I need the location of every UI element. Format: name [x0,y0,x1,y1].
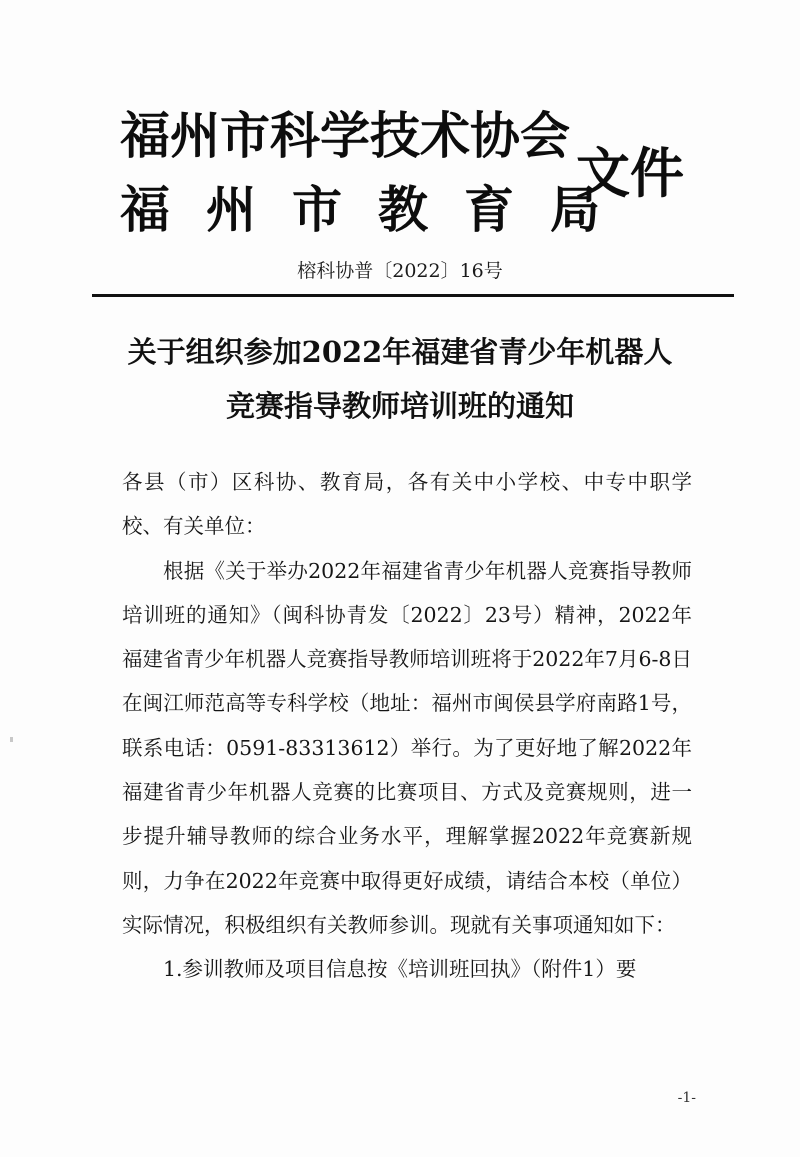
document-title-line-1: 关于组织参加2022年福建省青少年机器人 [127,335,673,369]
issuing-org-line-2: 福州市教育局 [120,180,636,239]
body-paragraph-2: 1.参训教师及项目信息按《培训班回执》（附件1）要 [163,957,637,982]
document-title-line-2: 竞赛指导教师培训班的通知 [225,389,574,423]
page-number: -1- [677,1090,696,1106]
document-number: 榕科协普〔2022〕16号 [297,260,503,282]
document-body [122,460,692,992]
scan-artifact [10,737,13,742]
issuing-org-line-1: 福州市科学技术协会 [120,106,570,165]
body-paragraph-1: 根据《关于举办2022年福建省青少年机器人竞赛指导教师培训班的通知》（闽科协青发〔2022〕23号）精神，2022年福建省青少年机器人竞赛指导教师培训班将于2022年7月6-8日在闽江师范高等专科学校（地址：福州市闽侯县学府南路1号，联系电话：0591-83313612）举行。为了更好地了解2022年福建省青少年机器人竞赛的比赛项目、方式及竞赛规则，进一步提升辅导教师的综合业务水平，理解掌握2022年竞赛新规则，力争在2022年竞赛中取得更好成绩，请结合本校（单位）实际情况，积极组织有关教师参训。现就有关事项通知如下： [122,558,692,937]
salutation: 各县（市）区科协、教育局，各有关中小学校、中专中职学校、有关单位： [122,470,692,539]
document-type-label: 文件 [576,141,684,205]
header-divider [92,294,734,297]
